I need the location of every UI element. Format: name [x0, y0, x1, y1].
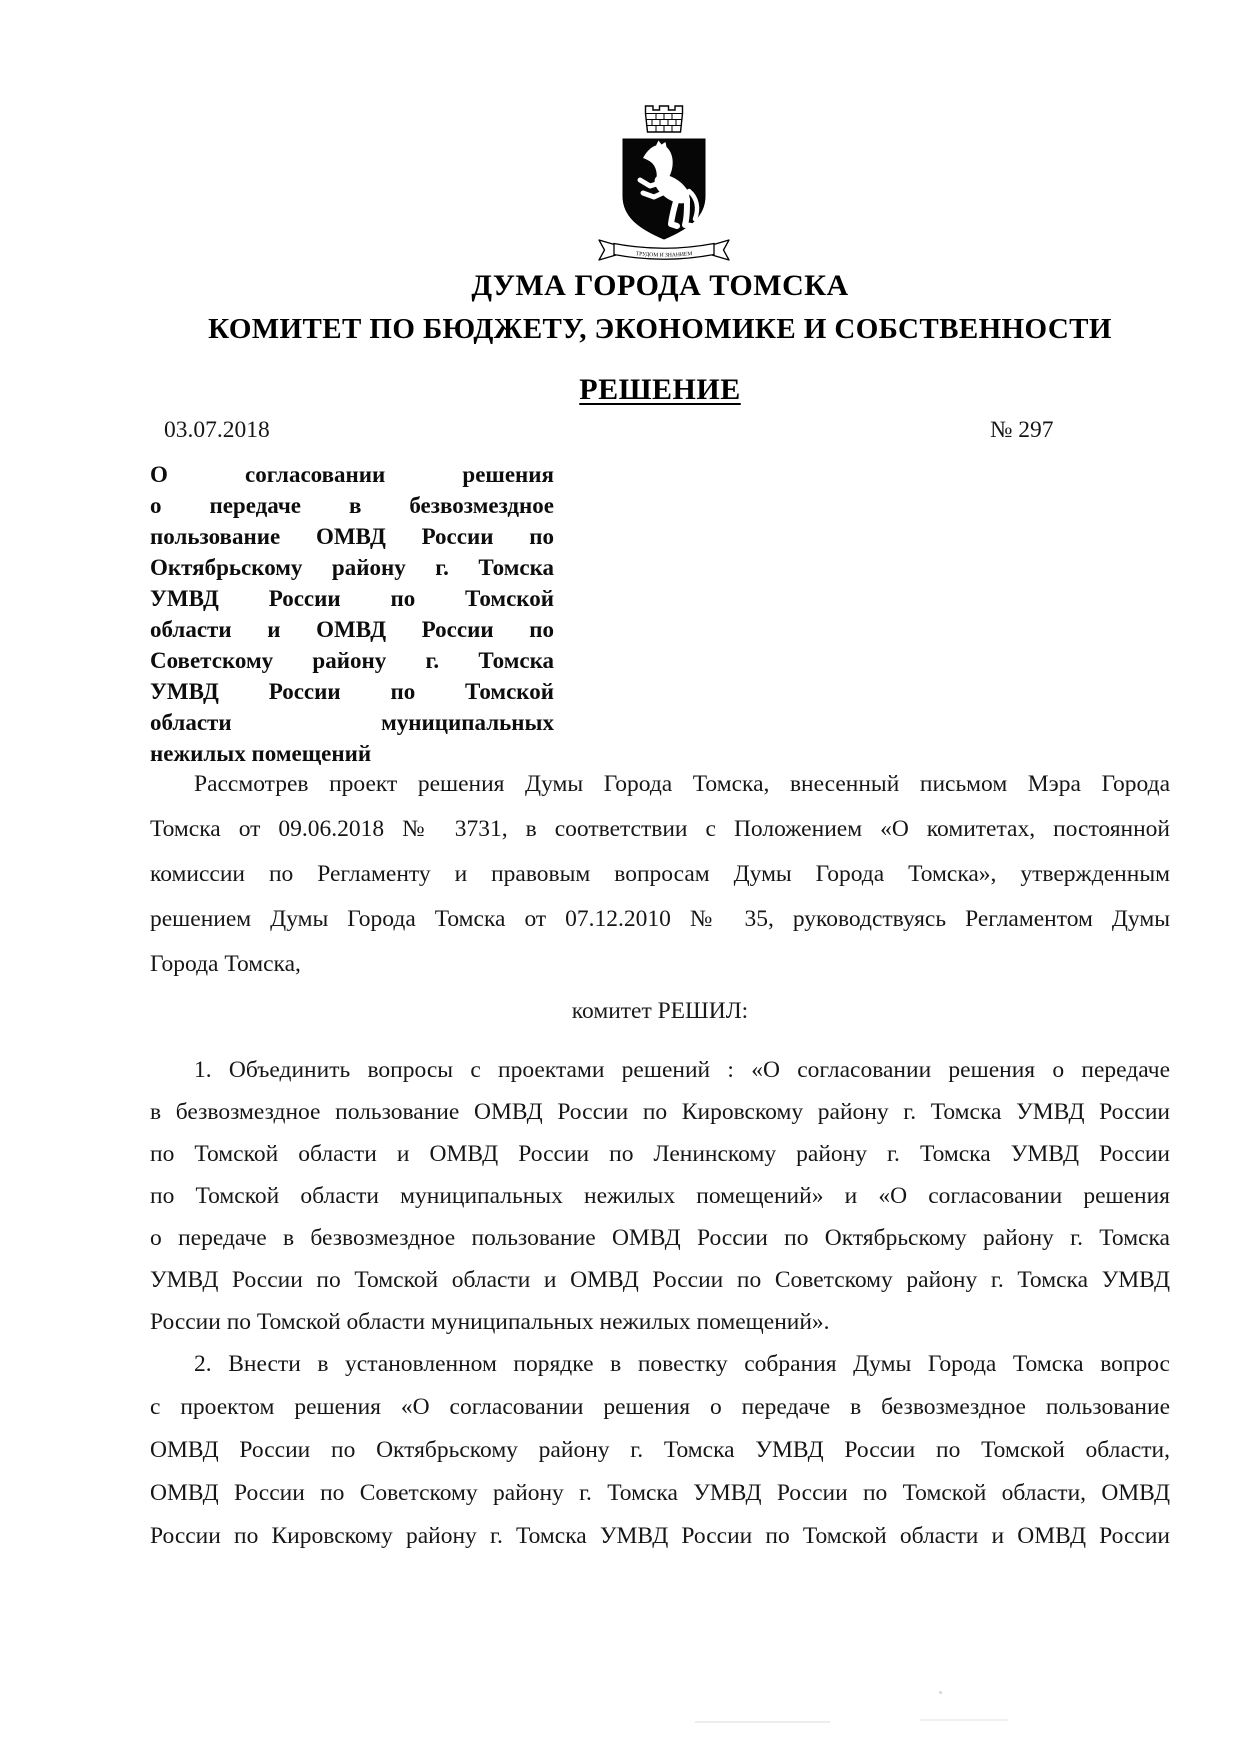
text-line: по Томской области муниципальных нежилых помещений» и «О согласовании решения [150, 1183, 1170, 1209]
document-type-title: РЕШЕНИЕ [579, 373, 741, 406]
text-line: нежилых помещений [150, 741, 372, 766]
subject-block [150, 459, 554, 769]
tomsk-coat-of-arms [594, 104, 734, 264]
text-line: УМВД России по Томской [150, 586, 554, 611]
motto-text: ТРУДОМ И ЗНАНИЕМ [635, 251, 693, 259]
document-number: № 297 [990, 417, 1054, 443]
text-line: ОМВД России по Октябрьскому району г. Томска УМВД России по Томской области, [150, 1437, 1170, 1463]
text-line: России по Кировскому району г. Томска УМВД России по Томской области и ОМВД России [150, 1523, 1170, 1549]
resolution-item-2 [150, 1343, 1170, 1558]
text-line: УМВД России по Томской области и ОМВД России по Советскому району г. Томска УМВД [150, 1267, 1170, 1293]
shield-icon [620, 136, 708, 242]
text-line: Октябрьскому району г. Томска [150, 555, 554, 580]
text-line: УМВД России по Томской [150, 679, 554, 704]
text-line: Томска от 09.06.2018 № 3731, в соответствии с Положением «О комитетах, постоянной [150, 816, 1170, 842]
resolution-heading: комитет РЕШИЛ: [571, 998, 749, 1024]
text-line: области и ОМВД России по [150, 617, 554, 642]
preamble-paragraph [150, 762, 1170, 987]
document-date: 03.07.2018 [164, 417, 270, 443]
resolution-item-1 [150, 1049, 1170, 1343]
text-line: комиссии по Регламенту и правовым вопросам Думы Города Томска», утвержденным [150, 861, 1170, 887]
text-line: с проектом решения «О согласовании решения о передаче в безвозмездное пользование [150, 1394, 1170, 1420]
organization-name: ДУМА ГОРОДА ТОМСКА [471, 269, 849, 302]
text-line: О согласовании решения [150, 462, 554, 487]
text-line: 1. Объединить вопросы с проектами решений : «О согласовании решения о передаче [194, 1057, 1170, 1083]
text-line: Города Томска, [150, 951, 301, 977]
committee-name: КОМИТЕТ ПО БЮДЖЕТУ, ЭКОНОМИКЕ И СОБСТВЕННОСТИ [208, 313, 1112, 345]
text-line: 2. Внести в установленном порядке в повестку собрания Думы Города Томска вопрос [194, 1351, 1170, 1377]
scan-artifact [939, 1691, 942, 1694]
text-line: ОМВД России по Советскому району г. Томска УМВД России по Томской области, ОМВД [150, 1480, 1170, 1506]
mural-crown-icon [641, 104, 687, 134]
motto-ribbon [596, 237, 732, 264]
text-line: по Томской области и ОМВД России по Ленинскому району г. Томска УМВД России [150, 1141, 1170, 1167]
scan-artifact [920, 1719, 1008, 1721]
text-line: о передаче в безвозмездное [150, 493, 554, 518]
text-line: о передаче в безвозмездное пользование ОМВД России по Октябрьскому району г. Томска [150, 1225, 1170, 1251]
text-line: России по Томской области муниципальных нежилых помещений». [150, 1309, 830, 1335]
text-line: Советскому району г. Томска [150, 648, 554, 673]
text-line: области муниципальных [150, 710, 554, 735]
scan-artifact [695, 1721, 830, 1723]
text-line: в безвозмездное пользование ОМВД России по Кировскому району г. Томска УМВД России [150, 1099, 1170, 1125]
text-line: Рассмотрев проект решения Думы Города Томска, внесенный письмом Мэра Города [194, 771, 1170, 797]
text-line: решением Думы Города Томска от 07.12.2010 № 35, руководствуясь Регламентом Думы [150, 906, 1170, 932]
text-line: пользование ОМВД России по [150, 524, 554, 549]
